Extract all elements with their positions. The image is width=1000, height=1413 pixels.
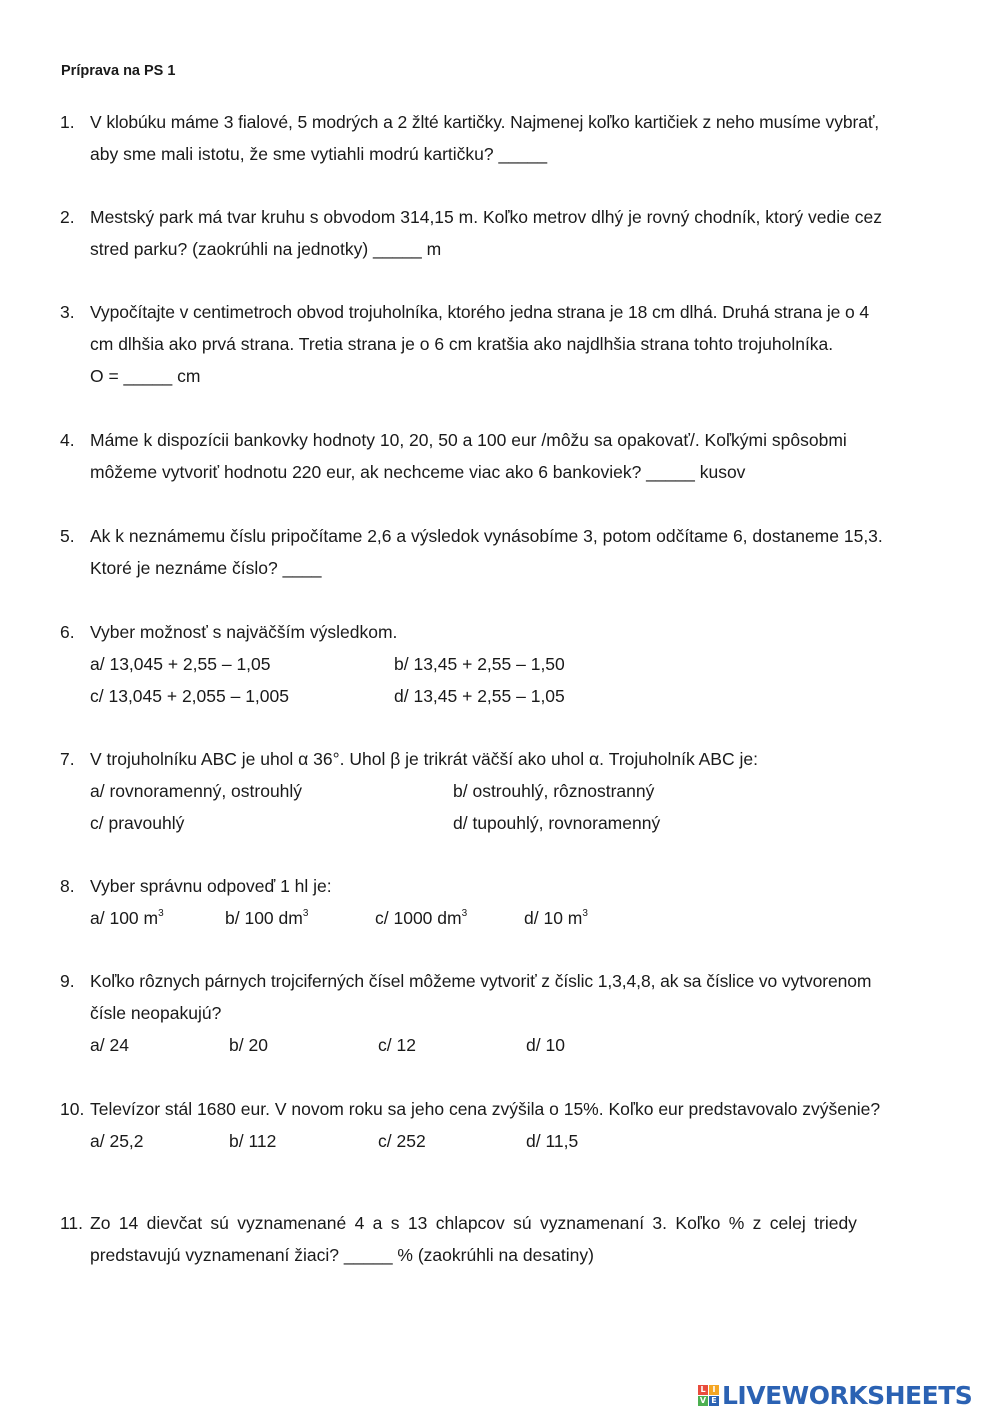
question-number: 11.	[60, 1213, 84, 1233]
option-d: d/ 10	[526, 1035, 565, 1055]
question-7	[60, 743, 940, 839]
question-text-line: Máme k dispozícii bankovky hodnoty 10, 20, 50 a 100 eur /môžu sa opakovať/. Koľkými spôsobmi	[90, 430, 847, 450]
option-a: a/ 24	[90, 1035, 129, 1055]
question-text-line: Zo 14 dievčat sú vyznamenané 4 a s 13 chlapcov sú vyznamenaní 3. Koľko % z celej triedy	[90, 1213, 857, 1233]
question-text-line: Vyber možnosť s najväčším výsledkom.	[90, 622, 398, 642]
question-text-line: Koľko rôznych párnych trojciferných čísel môžeme vytvoriť z číslic 1,3,4,8, ak sa číslice vo vytvorenom	[90, 971, 872, 991]
question-2	[60, 201, 940, 265]
exponent: 3	[158, 908, 164, 919]
question-number: 1.	[60, 112, 75, 132]
logo-grid-cell: I	[709, 1385, 719, 1395]
question-text-line: O = _____ cm	[90, 366, 201, 386]
option-b: b/ 20	[229, 1035, 268, 1055]
option-b: b/ 13,45 + 2,55 – 1,50	[394, 654, 565, 674]
question-text-line: cm dlhšia ako prvá strana. Tretia strana je o 6 cm kratšia ako najdlhšia strana tohto trojuholníka.	[90, 334, 834, 354]
question-text-line: môžeme vytvoriť hodnotu 220 eur, ak nechceme viac ako 6 bankoviek? _____ kusov	[90, 462, 746, 482]
question-text-line: Ak k neznámemu číslu pripočítame 2,6 a výsledok vynásobíme 3, potom odčítame 6, dostaneme 15,3.	[90, 526, 883, 546]
question-3	[60, 296, 940, 392]
question-text-line: V trojuholníku ABC je uhol α 36°. Uhol β je trikrát väčší ako uhol α. Trojuholník ABC je:	[90, 749, 758, 769]
question-4	[60, 424, 940, 488]
question-text-line: Mestský park má tvar kruhu s obvodom 314,15 m. Koľko metrov dlhý je rovný chodník, ktorý vedie cez	[90, 207, 882, 227]
worksheet-title: Príprava na PS 1	[61, 63, 176, 79]
question-number: 8.	[60, 876, 75, 896]
option-d: d/ 13,45 + 2,55 – 1,05	[394, 686, 565, 706]
question-number: 5.	[60, 526, 75, 546]
option-a: a/ 25,2	[90, 1131, 144, 1151]
logo-grid-icon	[698, 1385, 719, 1406]
question-number: 9.	[60, 971, 75, 991]
exponent: 3	[461, 908, 468, 919]
question-6	[60, 616, 940, 712]
option-a: a/ rovnoramenný, ostrouhlý	[90, 781, 303, 801]
option-b: b/ 100 $dm^3$	[225, 908, 309, 928]
question-text-line: stred parku? (zaokrúhli na jednotky) _____ m	[90, 239, 442, 259]
option-a: a/ 13,045 + 2,55 – 1,05	[90, 654, 271, 674]
option-c: c/ 13,045 + 2,055 – 1,005	[90, 686, 289, 706]
question-text-line: Vyber správnu odpoveď 1 hl je:	[90, 876, 332, 896]
question-10	[60, 1093, 940, 1157]
exponent: 3	[582, 908, 588, 919]
question-number: 2.	[60, 207, 75, 227]
option-c: c/ 252	[378, 1131, 426, 1151]
logo-grid-cell: V	[699, 1395, 707, 1405]
exponent: 3	[302, 908, 309, 919]
question-number: 4.	[60, 430, 75, 450]
option-d: d/ 10 $m^3$	[524, 908, 588, 928]
question-text-line: čísle neopakujú?	[90, 1003, 222, 1023]
option-d: d/ tupouhlý, rovnoramenný	[453, 813, 661, 833]
question-8	[60, 870, 940, 934]
option-b: b/ 112	[229, 1131, 277, 1151]
question-text-line: Televízor stál 1680 eur. V novom roku sa jeho cena zvýšila o 15%. Koľko eur predstavovalo zvýšenie?	[90, 1099, 881, 1119]
logo-grid-cell: E	[709, 1396, 719, 1406]
question-number: 7.	[60, 749, 75, 769]
option-a: a/ 100 $m^3$	[90, 908, 164, 928]
question-text-line: aby sme mali istotu, že sme vytiahli modrú kartičku? _____	[90, 144, 548, 164]
option-c: c/ pravouhlý	[90, 813, 185, 833]
question-text-line: Ktoré je neznáme číslo? ____	[90, 558, 322, 578]
option-c: c/ 12	[378, 1035, 416, 1055]
question-text-line: Vypočítajte v centimetroch obvod trojuholníka, ktorého jedna strana je 18 cm dlhá. Druhá strana je o 4	[90, 302, 870, 322]
question-9	[60, 965, 940, 1061]
option-d: d/ 11,5	[526, 1131, 579, 1151]
question-number: 10.	[60, 1099, 85, 1119]
option-c: c/ 1000 $dm^3$	[375, 908, 468, 928]
liveworksheets-logo	[698, 1378, 994, 1412]
option-b: b/ ostrouhlý, rôznostranný	[453, 781, 655, 801]
question-text-line: predstavujú vyznamenaní žiaci? _____ % (zaokrúhli na desatiny)	[90, 1245, 594, 1265]
question-5	[60, 520, 940, 584]
question-number: 6.	[60, 622, 75, 642]
question-number: 3.	[60, 302, 75, 322]
logo-text: LIVEWORKSHEETS	[722, 1380, 973, 1410]
question-text-line: V klobúku máme 3 fialové, 5 modrých a 2 žlté kartičky. Najmenej koľko kartičiek z neho musíme vybrať,	[90, 112, 880, 132]
question-1	[60, 106, 940, 170]
logo-grid-cell: L	[698, 1385, 708, 1395]
question-11	[60, 1207, 940, 1271]
